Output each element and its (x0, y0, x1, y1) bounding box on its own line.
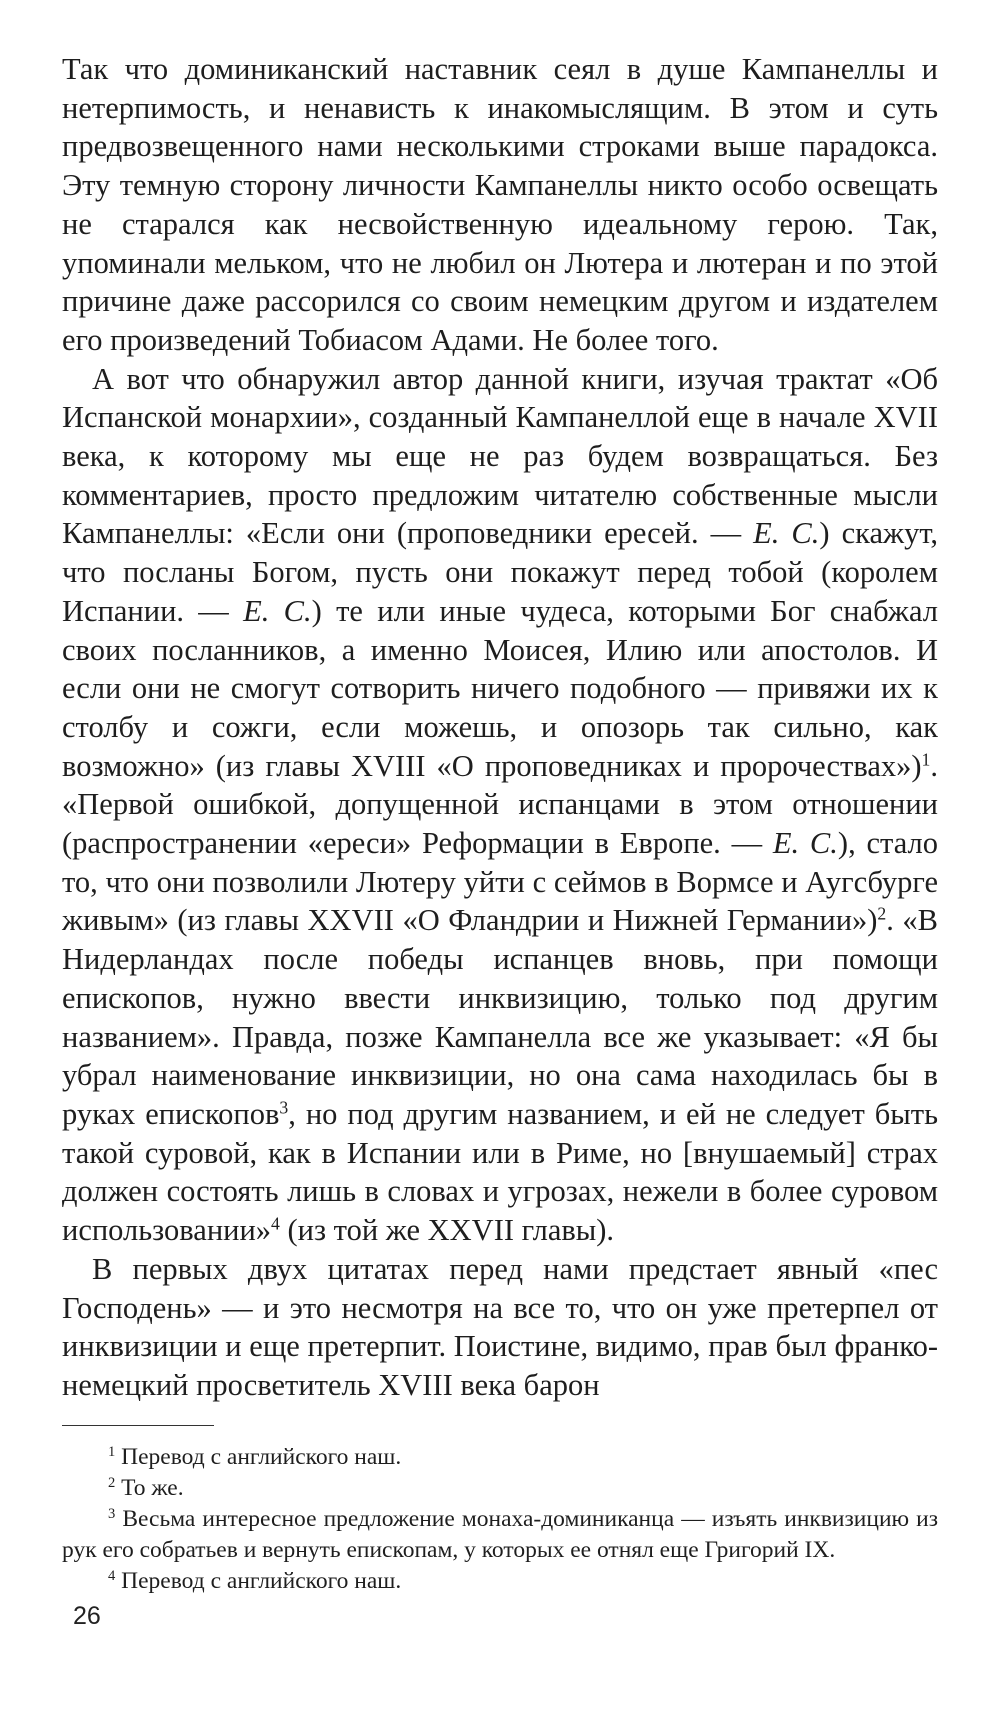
footnote-text: Перевод с английского наш. (121, 1567, 402, 1594)
author-initials: Е. С. (772, 826, 838, 861)
author-initials: Е. С. (243, 593, 312, 628)
footnote (62, 1566, 938, 1597)
footnote-ref: 1 (921, 749, 931, 770)
paragraph-2 (62, 360, 938, 1250)
footnote-text: То же. (121, 1474, 184, 1501)
paragraph-text: В первых двух цитатах перед нами предстает явный «пес Господень» — и это несмотря на все то, что он уже претерпел от инквизиции и еще претерпит. Поистине, видимо, прав был франко-немецкий просветитель XVIII века барон (62, 1251, 938, 1402)
footnote-number: 3 (108, 1505, 116, 1522)
footnote-number: 2 (108, 1474, 116, 1491)
footnote (62, 1473, 938, 1504)
page-number: 26 (73, 1602, 101, 1630)
paragraph-text: ) скажут, что посланы Богом, пусть они покажут перед тобой (королем Испании. — (62, 516, 939, 628)
author-initials: Е. С. (753, 516, 820, 551)
footnote-text: Весьма интересное предложение монаха-доминиканца — изъять инквизицию из рук его собратьев и вернуть епископам, у которых ее отнял еще Григорий IX. (62, 1505, 939, 1563)
footnote (62, 1504, 938, 1566)
footnote-number: 1 (108, 1443, 116, 1460)
footnote-ref: 3 (279, 1097, 289, 1118)
paragraph-1 (62, 50, 938, 360)
paragraph-text: Так что доминиканский наставник сеял в душе Кампанеллы и нетерпимость, и ненависть к инакомыслящим. В этом и суть предвозвещенного нами несколькими строками выше парадокса. Эту темную сторону личности Кампанеллы никто особо освещать не старался как несвойственную идеальному герою. Так, упоминали мельком, что не любил он Лютера и лютеран и по этой причине даже рассорился со своим немецким другом и издателем его произведений Тобиасом Адами. Не более того. (62, 52, 938, 357)
paragraph-text: , но под другим названием, и ей не следует быть такой суровой, как в Испании или в Риме, но [внушаемый] страх должен состоять лишь в словах и угрозах, нежели в более суровом использовании» (62, 1096, 938, 1248)
paragraph-text: ) те или иные чудеса, которыми Бог снабжал своих посланников, а именно Моисея, Илию или апостолов. И если они не смогут сотворить ничего подобного — привяжи их к столбу и сожги, если можешь, и опозорь так сильно, как возможно» (из главы XVIII «О проповедниках и пророчествах») (62, 593, 939, 783)
footnote-ref: 4 (271, 1213, 280, 1234)
paragraph-text: (из той же XXVII главы). (279, 1213, 615, 1248)
paragraph-3 (62, 1250, 938, 1405)
paragraph-text: ), стало то, что они позволили Лютеру уйти с сеймов в Вормсе и Аугсбурге живым» (из главы XXVII «О Фландрии и Нижней Германии») (62, 826, 938, 938)
paragraph-text: . «В Нидерландах после победы испанцев вновь, при помощи епископов, нужно ввести инквизицию, только под другим названием». Правда, позже Кампанелла все же указывает: «Я бы убрал наименование инквизиции, но она сама находилась бы в руках епископов (62, 903, 939, 1131)
footnote-ref: 2 (877, 903, 887, 924)
footnote (62, 1442, 938, 1473)
footnote-divider (62, 1425, 214, 1426)
paragraph-text: . «Первой ошибкой, допущенной испанцами в этом отношении (распространении «ереси» Реформации в Европе. — (62, 748, 938, 861)
paragraph-text: А вот что обнаружил автор данной книги, изучая трактат «Об Испанской монархии», созданный Кампанеллой еще в начале XVII века, к которому мы еще не раз будем возвращаться. Без комментариев, просто предложим читателю собственные мысли Кампанеллы: «Если они (проповедники ересей. — (62, 361, 938, 551)
body-text (62, 50, 938, 1405)
footnote-number: 4 (108, 1567, 116, 1584)
footnotes (62, 1442, 938, 1597)
footnote-text: Перевод с английского наш. (121, 1443, 402, 1470)
book-page (62, 50, 938, 1597)
